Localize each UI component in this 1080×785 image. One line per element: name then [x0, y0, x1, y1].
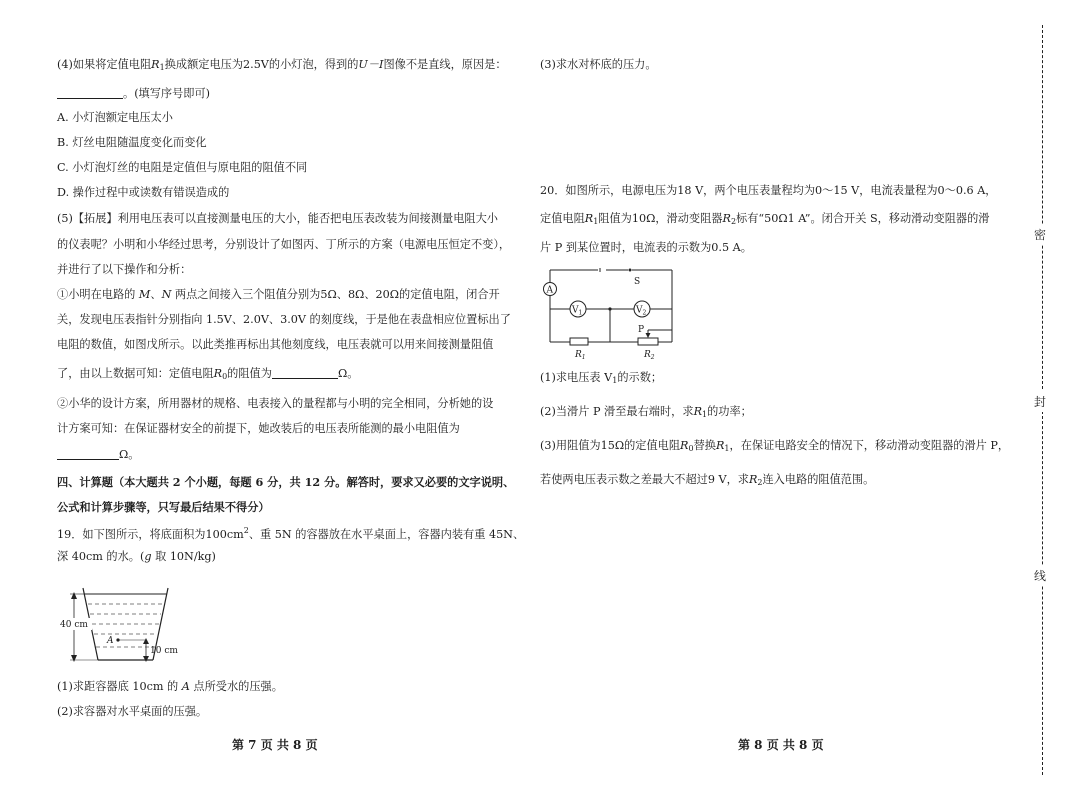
q5-line-2: 的仪表呢？小明和小华经过思考，分别设计了如图丙、丁所示的方案（电源电压恒定不变），: [57, 238, 511, 251]
q5-line-4: ①小明在电路的 M、N 两点之间接入三个阻值分别为5Ω、8Ω、20Ω的定值电阻，闭合开: [57, 288, 500, 301]
voltmeter-1-label: $V_1$: [572, 305, 583, 317]
q4-option-d: D. 操作过程中或读数有错误造成的: [57, 186, 230, 199]
q20-part-3: (3)用阻值为15Ω的定值电阻$R_0$替换$R_1$，在保证电路安全的情况下，移动滑动变阻器的滑片 P，: [540, 439, 1010, 453]
q20-line-2: 定值电阻$R_1$阻值为10Ω，滑动变阻器$R_2$标有“50Ω1 A”。闭合开关 S，移动滑动变阻器的滑: [540, 212, 990, 226]
q5-line-5: 关，发现电压表指针分别指向 1.5V、2.0V、3.0V 的刻度线，于是他在表盘相应位置标出了: [57, 313, 511, 326]
q19-part-1: (1)求距容器底 10cm 的 A 点所受水的压强。: [57, 680, 283, 693]
slider-label: P: [638, 325, 645, 335]
q19-part-2: (2)求容器对水平桌面的压强。: [57, 705, 208, 718]
section-4-heading: 四、计算题（本大题共 2 个小题，每题 6 分，共 12 分。解答时，要求又必要的文字说明、: [57, 475, 515, 489]
r1-label: $R_1$: [575, 350, 586, 360]
q20-line-1: 20．如图所示，电源电压为18 V，两个电压表量程均为0～15 V，电流表量程为0～0.6 A，: [540, 184, 997, 197]
ammeter-label: A: [546, 285, 553, 296]
q20-part-1: (1)求电压表 $V_1$的示数；: [540, 371, 663, 385]
voltmeter-2-label: $V_2$: [636, 305, 647, 317]
min-resistance-blank[interactable]: [57, 459, 119, 460]
depth-label: 40 cm: [60, 620, 88, 630]
point-a-label: A: [107, 636, 114, 646]
rheostat-r2-icon: [638, 338, 658, 345]
container-figure: [58, 582, 188, 667]
q5-line-7: 了，由以上数据可知：定值电阻$R_0$的阻值为 Ω。: [57, 367, 359, 381]
q19-line-2: 深 40cm 的水。(g 取 10N/kg): [57, 550, 216, 563]
q5-line-1: (5)【拓展】利用电压表可以直接测量电压的大小，能否把电压表改装为间接测量电阻大小: [57, 212, 498, 225]
q5-line-10: Ω。: [57, 448, 139, 462]
q20-part-4: 若使两电压表示数之差最大不超过9 V，求$R_2$连入电路的阻值范围。: [540, 473, 875, 487]
q5-line-9: 计方案可知：在保证器材安全的前提下，她改装后的电压表所能测的最小电阻值为: [57, 422, 460, 435]
q5-line-8: ②小华的设计方案，所用器材的规格、电表接入的量程都与小明的完全相同，分析她的设: [57, 397, 494, 410]
q4-option-b: B. 灯丝电阻随温度变化而变化: [57, 136, 207, 149]
section-4-heading-cont: 公式和计算步骤等，只写最后结果不得分）: [57, 500, 270, 514]
slider-arrow-icon: [646, 333, 651, 338]
q5-line-6: 电阻的数值，如图戊所示。以此类推再标出其他刻度线，电压表就可以用来间接测量阻值: [57, 338, 494, 351]
q4-option-a: A. 小灯泡额定电压太小: [57, 111, 173, 124]
q4-option-c: C. 小灯泡灯丝的电阻是定值但与原电阻的阻值不同: [57, 161, 308, 174]
q19-part-3: (3)求水对杯底的压力。: [540, 58, 657, 71]
height-label: 10 cm: [150, 646, 178, 656]
q4-stem: (4)如果将定值电阻$R_1$换成额定电压为2.5V的小灯泡，得到的U－I图像不是直线，原因是：: [57, 58, 507, 72]
seal-char-xian: 线: [1034, 565, 1046, 586]
q4-answer-line: 。(填写序号即可): [57, 87, 210, 101]
circuit-figure: [540, 262, 680, 360]
answer-blank[interactable]: [57, 98, 123, 99]
q19-line-1: 19．如下图所示，将底面积为$100cm^2$、重 5N 的容器放在水平桌面上，容器内装有重 45N、: [57, 526, 525, 541]
r2-label: $R_2$: [644, 350, 655, 360]
seal-char-feng: 封: [1034, 391, 1046, 412]
resistor-r1-icon: [570, 338, 588, 345]
seal-char-mi: 密: [1034, 224, 1046, 245]
page-number-right: 第 8 页 共 8 页: [738, 738, 824, 752]
q5-line-3: 并进行了以下操作和分析：: [57, 263, 192, 276]
page-number-left: 第 7 页 共 8 页: [232, 738, 318, 752]
switch-label: S: [634, 277, 641, 287]
switch-icon: [629, 269, 632, 272]
q20-line-3: 片 P 到某位置时，电流表的示数为0.5 A。: [540, 241, 752, 254]
q20-part-2: (2)当滑片 P 滑至最右端时，求$R_1$的功率；: [540, 405, 752, 419]
r0-answer-blank[interactable]: [272, 378, 338, 379]
